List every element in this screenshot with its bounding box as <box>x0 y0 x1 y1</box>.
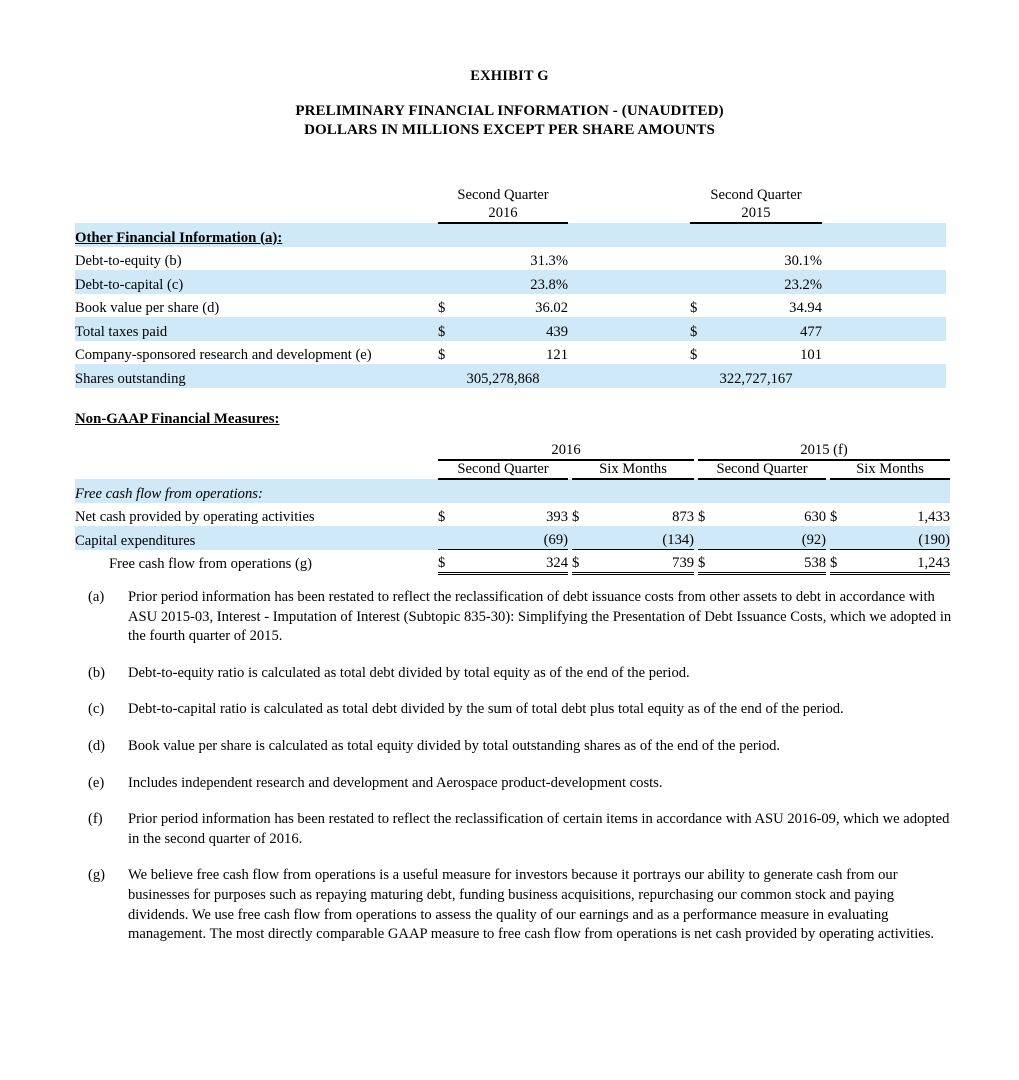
non-gaap-subsection-title-text: Free cash flow from operations: <box>75 485 263 502</box>
row-value-2015: 477 <box>800 323 822 340</box>
other-financial-information-table-wrapper <box>75 186 946 388</box>
row-value-2016: 36.02 <box>535 300 568 316</box>
footnote-item <box>88 664 958 684</box>
row-value-2016: 31.3% <box>530 253 568 269</box>
total-currency-2015-q2: $ <box>698 550 720 574</box>
row-label: Capital expenditures <box>75 532 196 549</box>
row-currency-2016: $ <box>438 300 446 316</box>
total-value-2016-q2: 324 <box>460 550 568 574</box>
row-value-2015-ytd: 1,433 <box>917 509 951 525</box>
row-value-2015: 322,727,167 <box>719 370 793 387</box>
table1-header-2015-line1: Second Quarter <box>710 187 802 203</box>
table1-section-title-row <box>75 223 946 247</box>
row-label: Debt-to-capital (c) <box>75 276 184 293</box>
table-row <box>75 341 946 365</box>
footnote-text: Includes independent research and development and Aerospace product-development costs. <box>128 774 663 791</box>
row-currency-2015: $ <box>690 323 698 340</box>
row-currency-2016-q2: $ <box>438 509 446 525</box>
sub-header-2016-six-months: Six Months <box>572 460 694 479</box>
row-value-2016-q2: 393 <box>546 509 568 525</box>
row-currency-2015-q2: $ <box>698 509 706 525</box>
row-value-2016: 305,278,868 <box>466 370 540 387</box>
footnotes-list <box>88 588 958 962</box>
table1-header-2015 <box>690 186 822 223</box>
non-gaap-sub-header-row <box>75 460 950 479</box>
row-value-2015: 30.1% <box>784 253 822 269</box>
row-value-2016-q2: (69) <box>543 532 568 548</box>
row-label: Book value per share (d) <box>75 300 220 316</box>
row-label: Shares outstanding <box>75 370 186 387</box>
table-row <box>75 503 950 527</box>
footnote-item <box>88 700 958 720</box>
footnote-item <box>88 774 958 794</box>
footnote-item <box>88 588 958 647</box>
non-gaap-group-header-row <box>75 442 950 460</box>
row-currency-2016-ytd <box>572 526 594 550</box>
row-value-2015: 23.2% <box>784 276 822 293</box>
row-currency-2015-ytd: $ <box>830 509 838 525</box>
exhibit-title: EXHIBIT G <box>470 68 549 84</box>
document-title-line-1: PRELIMINARY FINANCIAL INFORMATION - (UNAUDITED) <box>295 103 724 119</box>
other-financial-information-table <box>75 186 946 388</box>
sub-header-2016-second-quarter: Second Quarter <box>438 460 568 479</box>
footnote-item <box>88 810 958 849</box>
group-header-2015: 2015 (f) <box>698 442 950 460</box>
non-gaap-subsection-title-row <box>75 479 950 503</box>
row-currency-2015-q2 <box>698 526 720 550</box>
footnote-text: Book value per share is calculated as total equity divided by total outstanding shares as of the end of the period. <box>128 737 781 754</box>
non-gaap-measures-table <box>75 442 950 575</box>
table-row <box>75 247 946 271</box>
table1-header-2016 <box>438 186 568 223</box>
row-currency-2016 <box>438 247 460 271</box>
row-label: Company-sponsored research and development (e) <box>75 347 372 363</box>
row-value-2016: 23.8% <box>530 276 568 293</box>
non-gaap-section-title: Non-GAAP Financial Measures: <box>75 411 280 427</box>
row-currency-2016-ytd: $ <box>572 509 580 525</box>
footnote-item <box>88 737 958 757</box>
table1-header-2016-line1: Second Quarter <box>457 187 549 203</box>
non-gaap-total-row <box>75 550 950 574</box>
footnote-marker: (g) <box>88 867 106 884</box>
row-value-2015-q2: 630 <box>804 509 827 525</box>
document-title-line-2: DOLLARS IN MILLIONS EXCEPT PER SHARE AMOUNTS <box>304 122 715 138</box>
table1-section-title <box>75 223 438 247</box>
row-label: Total taxes paid <box>75 323 168 340</box>
table-row <box>75 270 946 294</box>
row-label: Debt-to-equity (b) <box>75 253 182 269</box>
footnote-text: Debt-to-capital ratio is calculated as total debt divided by the sum of total debt plus total equity as of the end of the period. <box>128 701 844 718</box>
non-gaap-subsection-title <box>75 479 438 503</box>
table1-header-row <box>75 186 946 223</box>
row-value-2016-ytd: (134) <box>662 532 695 548</box>
document-title-block <box>0 68 1019 141</box>
total-value-2016-ytd: 739 <box>594 550 694 574</box>
footnote-item <box>88 866 958 944</box>
footnote-text: Prior period information has been restated to reflect the reclassification of debt issuance costs from other assets to debt in accordance with ASU 2015-03, Interest - Imputation of Interest (Subtopic 835-30): Simplifying the Presentation of Debt Issuance Costs, which we adopted in the fourth quarter of 2015. <box>128 589 952 645</box>
table1-header-2015-line2: 2015 <box>741 205 771 221</box>
footnote-marker: (a) <box>88 589 105 605</box>
footnote-marker: (c) <box>88 701 105 718</box>
row-value-2015-ytd: (190) <box>918 532 951 548</box>
row-currency-2015: $ <box>690 347 698 363</box>
footnote-text: Debt-to-equity ratio is calculated as total debt divided by total equity as of the end of the period. <box>128 664 690 681</box>
row-currency-2016-q2 <box>438 526 460 550</box>
total-currency-2016-ytd: $ <box>572 550 594 574</box>
footnote-marker: (b) <box>88 664 106 681</box>
row-currency-2015: $ <box>690 300 698 316</box>
table-row <box>75 294 946 318</box>
table1-header-2016-line2: 2016 <box>488 205 518 221</box>
total-value-2015-ytd: 1,243 <box>852 550 950 574</box>
row-value-2016-ytd: 873 <box>672 509 695 525</box>
non-gaap-measures-table-wrapper <box>75 411 951 575</box>
row-value-2015-q2: (92) <box>801 532 827 548</box>
footnote-marker: (f) <box>88 811 103 828</box>
footnote-marker: (d) <box>88 737 106 754</box>
row-currency-2016: $ <box>438 323 446 340</box>
total-currency-2015-ytd: $ <box>830 550 852 574</box>
footnote-marker: (e) <box>88 774 105 791</box>
row-currency-2015-ytd <box>830 526 852 550</box>
row-value-2016: 121 <box>546 347 568 363</box>
table-row <box>75 364 946 388</box>
row-value-2015: 101 <box>800 347 822 363</box>
sub-header-2015-second-quarter: Second Quarter <box>698 460 826 479</box>
total-currency-2016-q2: $ <box>438 550 460 574</box>
group-header-2016: 2016 <box>438 442 694 460</box>
row-currency-2015 <box>690 270 712 294</box>
total-value-2015-q2: 538 <box>720 550 826 574</box>
table1-section-title-text: Other Financial Information (a): <box>75 229 283 246</box>
row-value-2016: 439 <box>546 323 568 340</box>
row-label: Net cash provided by operating activities <box>75 509 315 525</box>
footnote-text: Prior period information has been restated to reflect the reclassification of certain items in accordance with ASU 2016-09, which we adopted in the second quarter of 2016. <box>128 811 950 847</box>
row-currency-2015 <box>690 247 712 271</box>
sub-header-2015-six-months: Six Months <box>830 460 950 479</box>
total-row-label: Free cash flow from operations (g) <box>109 556 313 572</box>
row-value-2015: 34.94 <box>789 300 822 316</box>
table-row <box>75 526 950 550</box>
row-currency-2016: $ <box>438 347 446 363</box>
row-currency-2016 <box>438 270 460 294</box>
footnote-text: We believe free cash flow from operations is a useful measure for investors because it portrays our ability to generate cash from our businesses for purposes such as repaying maturing debt, funding business acquisitions, repurchasing our common stock and paying dividends. We use free cash flow from operations to assess the quality of our earnings and as a performance measure in evaluating management. The most directly comparable GAAP measure to free cash flow from operations is net cash provided by operating activities. <box>128 867 935 943</box>
table-row <box>75 317 946 341</box>
